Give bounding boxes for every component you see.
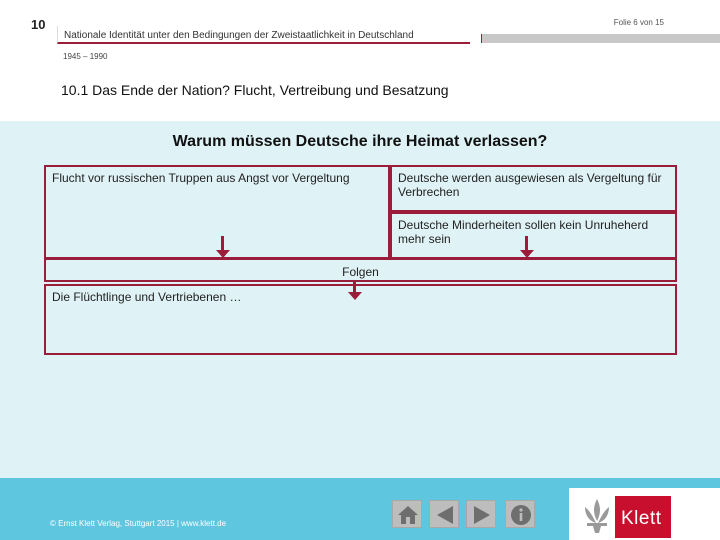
down-arrow-icon	[520, 236, 534, 260]
back-arrow-icon	[433, 503, 457, 527]
forward-arrow-icon	[470, 503, 494, 527]
home-icon	[396, 503, 420, 527]
page-number: 10	[31, 17, 46, 32]
next-slide-button[interactable]	[466, 500, 496, 528]
klett-logo-text: Klett	[621, 508, 662, 529]
copyright-text: © Ernst Klett Verlag, Stuttgart 2015 | www.klett.de	[50, 519, 227, 528]
home-button[interactable]	[392, 500, 422, 528]
info-button[interactable]	[505, 500, 535, 528]
question-heading: Warum müssen Deutsche ihre Heimat verlassen?	[172, 133, 548, 150]
reason-box-flight: Flucht vor russischen Truppen aus Angst vor Vergeltung	[44, 165, 390, 259]
refugees-box: Die Flüchtlinge und Vertriebenen …	[44, 284, 677, 355]
previous-slide-button[interactable]	[429, 500, 459, 528]
consequences-box	[44, 258, 677, 282]
chapter-title-bar	[57, 26, 470, 44]
info-icon	[509, 503, 533, 527]
reason-box-minority: Deutsche Minderheiten sollen kein Unruheherd mehr sein	[390, 212, 677, 259]
reason-box-expelled: Deutsche werden ausgewiesen als Vergeltung für Verbrechen	[390, 165, 677, 212]
chapter-title: Nationale Identität unter den Bedingungen der Zweistaatlichkeit in Deutschland	[64, 30, 414, 41]
slide-counter: Folie 6 von 15	[613, 18, 664, 27]
section-heading: 10.1 Das Ende der Nation? Flucht, Vertreibung und Besatzung	[61, 82, 449, 98]
period-label: 1945 – 1990	[63, 52, 108, 61]
down-arrow-icon	[348, 280, 362, 302]
down-arrow-icon	[216, 236, 230, 260]
header-decoration	[481, 34, 720, 43]
consequences-label: Folgen	[342, 265, 379, 279]
klett-lily-logo-icon	[577, 495, 617, 535]
